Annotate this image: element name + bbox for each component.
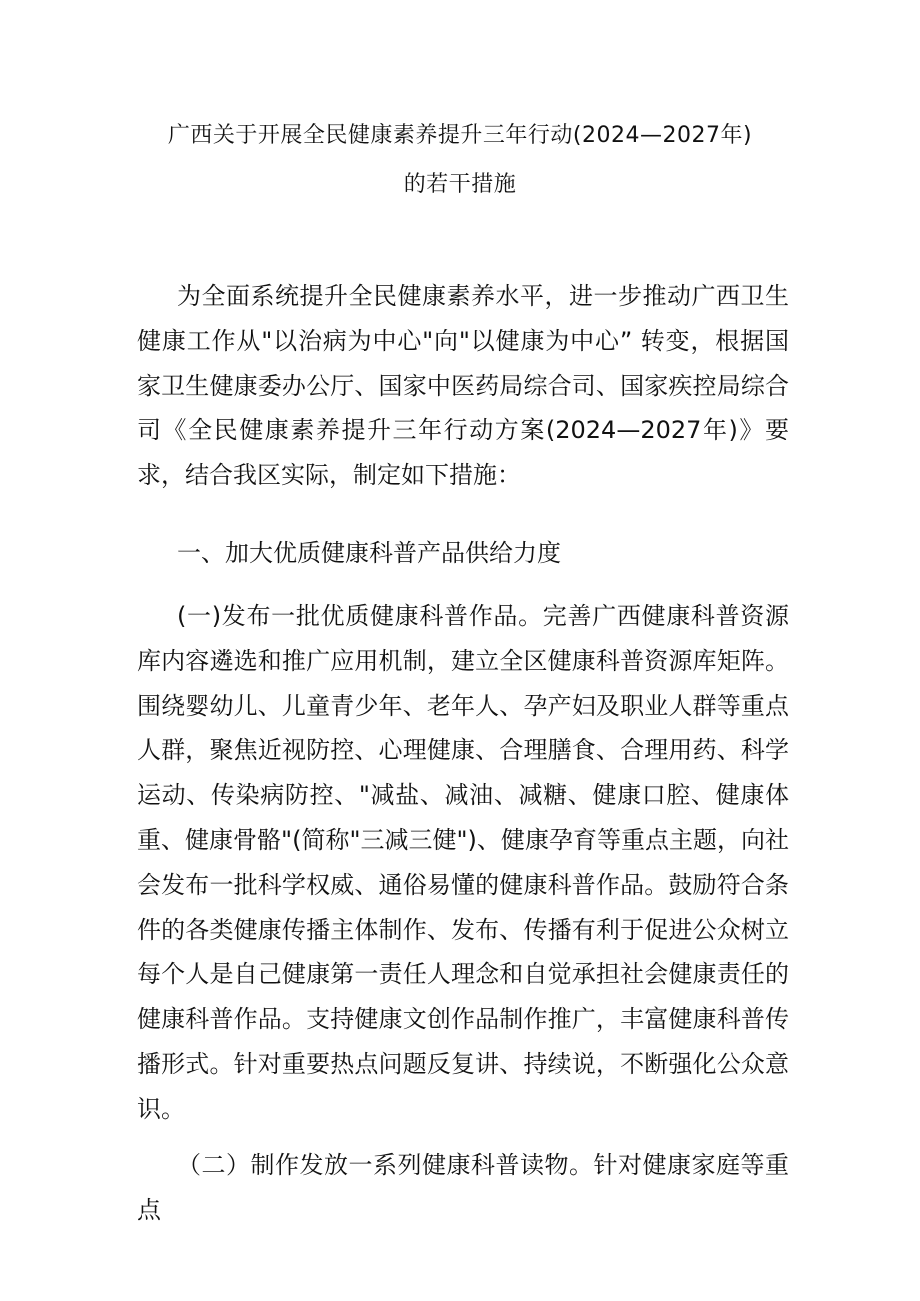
section-heading-1: 一、加大优质健康科普产品供给力度 xyxy=(177,539,561,567)
document-title-line-2: 的若干措施 xyxy=(403,172,517,197)
document-title-line-1: 广西关于开展全民健康素养提升三年行动(2024—2027年) xyxy=(167,123,753,148)
item-paragraph-2: （二）制作发放一系列健康科普读物。针对健康家庭等重点 xyxy=(137,1151,789,1224)
intro-paragraph: 为全面系统提升全民健康素养水平，进一步推动广西卫生健康工作从"以治病为中心"向"以健康为中心” 转变，根据国家卫生健康委办公厅、国家中医药局综合司、国家疾控局综合司《全民健康素养提升三年行动方案(2024—2027年)》要求，结合我区实际，制定如下措施： xyxy=(137,282,789,490)
item-paragraph-1: (一)发布一批优质健康科普作品。完善广西健康科普资源库内容遴选和推广应用机制，建立全区健康科普资源库矩阵。围绕婴幼儿、儿童青少年、老年人、孕产妇及职业人群等重点人群，聚焦近视防控、心理健康、合理膳食、合理用药、科学运动、传染病防控、"减盐、减油、减糖、健康口腔、健康体重、健康骨骼"(简称"三减三健")、健康孕育等重点主题，向社会发布一批科学权威、通俗易懂的健康科普作品。鼓励符合条件的各类健康传播主体制作、发布、传播有利于促进公众树立每个人是自己健康第一责任人理念和自觉承担社会健康责任的健康科普作品。支持健康文创作品制作推广，丰富健康科普传播形式。针对重要热点问题反复讲、持续说，不断强化公众意识。 xyxy=(137,602,789,1123)
